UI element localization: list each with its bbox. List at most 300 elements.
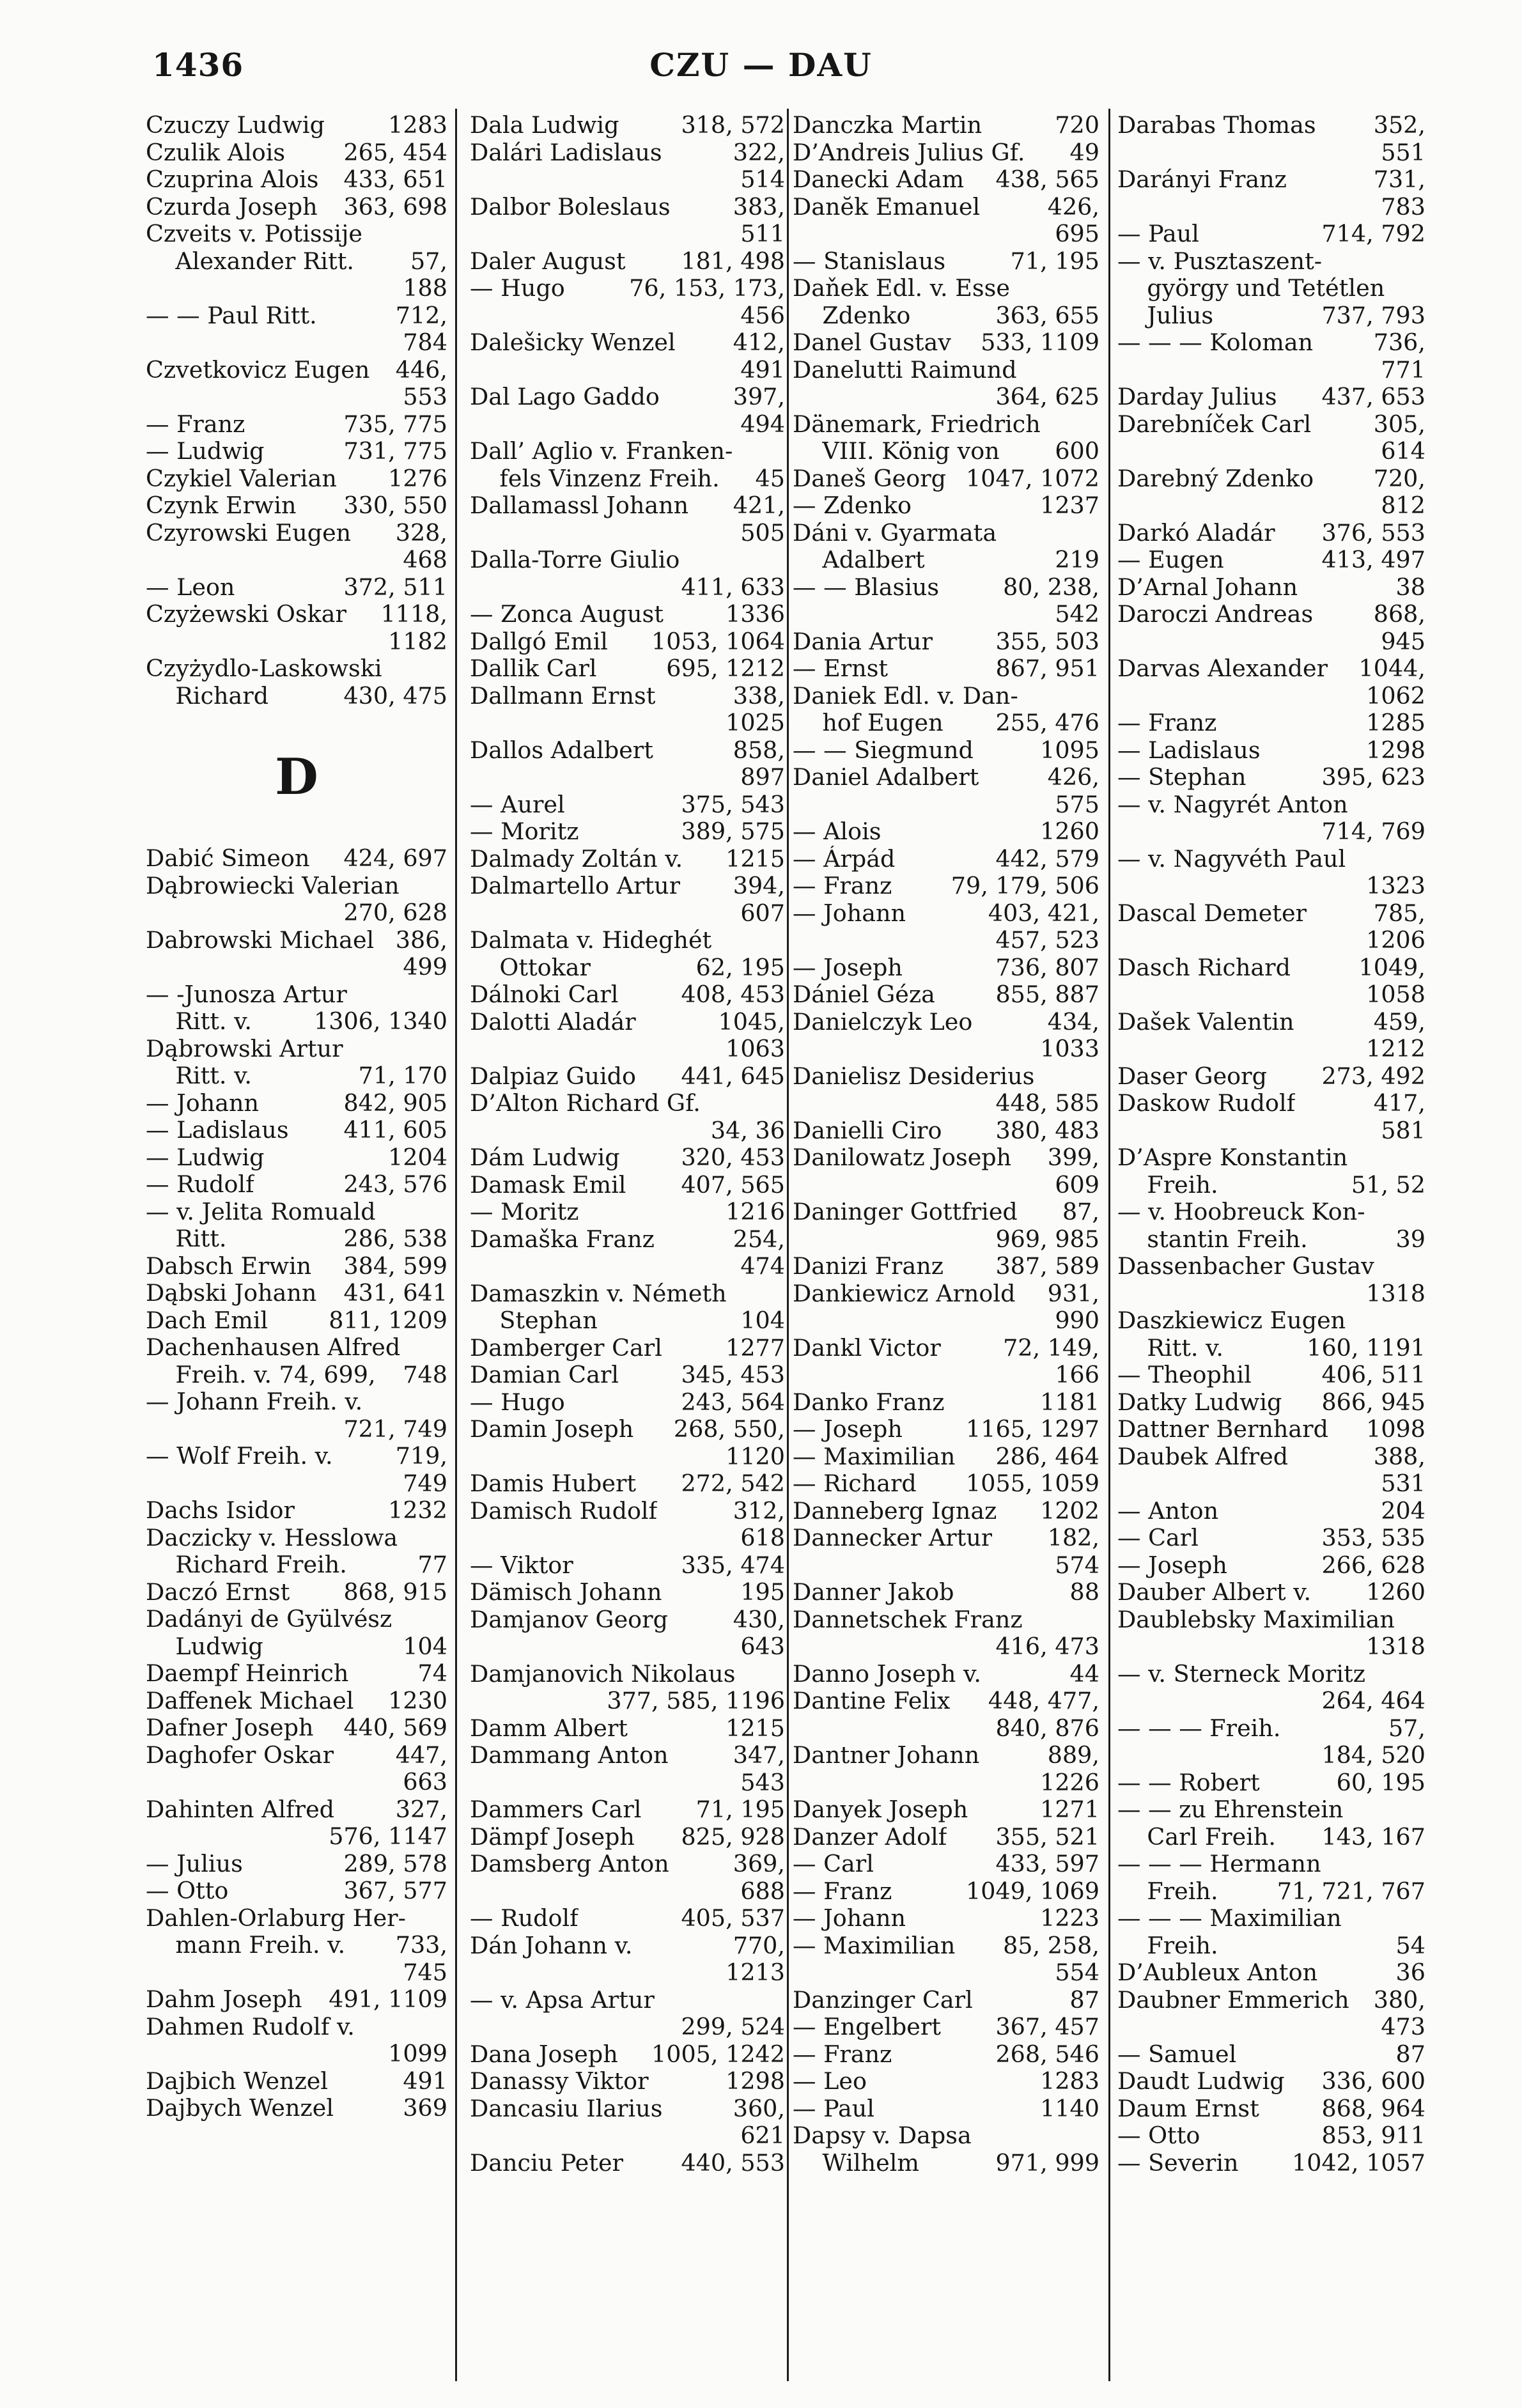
index-entry [1117, 248, 1425, 276]
entry-name: — Johann Freih. v. [146, 1388, 363, 1415]
page-references: 491, 1109 [329, 1986, 447, 2013]
page-references: 614 [1381, 438, 1425, 465]
index-entry [146, 873, 447, 900]
page-references: 491 [740, 356, 785, 384]
index-entry [470, 1498, 785, 1525]
index-entry [146, 1090, 447, 1117]
index-entry [470, 818, 785, 846]
page-references: 442, 579 [995, 845, 1099, 873]
entry-name: — v. Nagyvéth Paul [1117, 845, 1346, 873]
page-references: 695, 1212 [666, 655, 785, 682]
entry-name: — Viktor [470, 1551, 573, 1579]
index-entry-continuation [793, 927, 1099, 954]
index-entry [470, 194, 785, 221]
page-references: 338, [733, 682, 785, 710]
index-entry [146, 1905, 447, 1932]
index-entry [1117, 1226, 1425, 1254]
entry-name: — v. Sterneck Moritz [1117, 1660, 1365, 1688]
index-entry [793, 2068, 1099, 2095]
page-references: 574 [1055, 1551, 1099, 1579]
index-entry [470, 1362, 785, 1389]
index-entry-continuation [1117, 139, 1425, 167]
page-references: 448, 585 [995, 1090, 1099, 1117]
page-references: 468 [403, 547, 447, 573]
page-references: 1033 [1040, 1036, 1099, 1062]
entry-name: — Joseph [793, 954, 903, 981]
entry-name: — v. Hoobreuck Kon- [1117, 1199, 1365, 1225]
page-references: 383, [733, 193, 785, 221]
page-references: 554 [1055, 1959, 1099, 1986]
entry-name: Dania Artur [793, 628, 933, 655]
index-entry [470, 981, 785, 1009]
page-references: 76, 153, 173, [629, 275, 785, 302]
entry-name: — Zdenko [793, 492, 912, 519]
entry-name: Danizi Franz [793, 1253, 943, 1280]
page-references: 733, [395, 1932, 447, 1959]
index-entry [470, 465, 785, 493]
page-references: 1283 [388, 112, 447, 139]
entry-name: Darányi Franz [1117, 166, 1287, 193]
entry-name: Danel Gustav [793, 329, 951, 356]
page-references: 575 [1055, 791, 1099, 818]
entry-name: — Franz [793, 2040, 892, 2068]
entry-name: — Joseph [793, 1416, 903, 1443]
entry-name: Damis Hubert [470, 1470, 637, 1497]
page-references: 372, 511 [343, 573, 447, 601]
entry-name: Dalotti Aladár [470, 1008, 636, 1036]
index-entry [470, 1416, 785, 1443]
index-entry-continuation [1117, 492, 1425, 520]
entry-name: Dahm Joseph [146, 1986, 302, 2013]
index-entry [793, 1796, 1099, 1824]
page-references: 431, 641 [343, 1280, 447, 1307]
index-entry [1117, 1253, 1425, 1280]
index-entry [470, 1552, 785, 1580]
index-entry-continuation [470, 1253, 785, 1280]
entry-name: Czvetkovicz Eugen [146, 356, 370, 384]
page-references: 380, 483 [995, 1117, 1099, 1144]
index-entry [146, 1036, 447, 1063]
index-entry [146, 1253, 447, 1280]
entry-name: — — — Freih. [1117, 1714, 1281, 1742]
index-entry [470, 492, 785, 520]
entry-name: — Johann [793, 899, 906, 927]
entry-name: D’Alton Richard Gf. [470, 1090, 701, 1117]
page-references: 265, 454 [343, 139, 447, 166]
index-entry-continuation [793, 1552, 1099, 1580]
entry-name: — Anton [1117, 1497, 1219, 1525]
page-references: 39 [1395, 1225, 1425, 1253]
entry-name: Danĕk Emanuel [793, 193, 981, 221]
page-references: 533, 1109 [981, 329, 1099, 356]
entry-name: — Árpád [793, 845, 896, 873]
entry-name: Ottokar [470, 954, 591, 981]
page-references: 421, [733, 492, 785, 519]
entry-name: Dach Emil [146, 1307, 268, 1334]
entry-name: — — — Koloman [1117, 329, 1314, 356]
page-references: 1298 [726, 2068, 785, 2095]
index-entry-continuation [1117, 628, 1425, 656]
page-references: 1230 [388, 1687, 447, 1714]
entry-name: — v. Pusztaszent- [1117, 247, 1323, 275]
entry-name: — Franz [793, 873, 892, 899]
index-entry [1117, 601, 1425, 628]
page-references: 403, 421, [988, 899, 1099, 927]
entry-name: Ritt. v. [146, 1062, 252, 1089]
page-references: 1323 [1366, 873, 1425, 899]
page-references: 1285 [1366, 710, 1425, 736]
entry-name: Damaszkin v. Németh [470, 1280, 727, 1307]
page-references: 867, 951 [995, 655, 1099, 682]
page-references: 375, 543 [681, 791, 785, 818]
page-references: 388, [1373, 1443, 1425, 1470]
page-references: 1318 [1366, 1633, 1425, 1660]
index-entry [793, 1606, 1099, 1634]
index-entry [470, 1851, 785, 1878]
entry-name: — Rudolf [146, 1171, 254, 1198]
entry-name: Dankiewicz Arnold [793, 1280, 1016, 1307]
index-entry-continuation [146, 1416, 447, 1443]
entry-name: — -Junosza Artur [146, 981, 347, 1008]
entry-name: Damaška Franz [470, 1225, 655, 1253]
entry-name: Dassenbacher Gustav [1117, 1253, 1374, 1280]
page-references: 360, [733, 2095, 785, 2122]
entry-name: Dallik Carl [470, 655, 597, 682]
entry-name: Dala Ludwig [470, 112, 619, 139]
index-entry [470, 1280, 785, 1308]
entry-name: Darebníček Carl [1117, 410, 1312, 438]
index-entry [470, 655, 785, 683]
entry-name: Dantine Felix [793, 1688, 951, 1714]
page-references: 424, 697 [343, 845, 447, 872]
index-entry [1117, 1715, 1425, 1743]
page-references: 473 [1381, 2014, 1425, 2040]
page-references: 712, [395, 302, 447, 329]
index-entry [146, 1497, 447, 1525]
entry-name: — Richard [793, 1470, 917, 1497]
page-references: 347, [733, 1742, 785, 1769]
page-references: 51, 52 [1351, 1171, 1425, 1199]
entry-name: Damisch Rudolf [470, 1497, 658, 1525]
entry-name: — Paul [1117, 221, 1199, 247]
column-rule [1108, 109, 1110, 2381]
entry-name: Richard Freih. [146, 1551, 347, 1578]
entry-name: D’Andreis Julius Gf. [793, 139, 1025, 166]
entry-name: Danielisz Desiderius [793, 1062, 1035, 1090]
index-entry [1117, 329, 1425, 357]
entry-name: — Joseph [1117, 1551, 1227, 1579]
page-references: 273, 492 [1321, 1062, 1425, 1090]
entry-name: Daghofer Oskar [146, 1741, 334, 1769]
index-entry [470, 1144, 785, 1172]
entry-name: Dachs Isidor [146, 1497, 295, 1524]
index-entry [470, 601, 785, 628]
page-references: 784 [403, 329, 447, 356]
page-references: 407, 565 [681, 1171, 785, 1199]
index-entry-continuation [793, 1715, 1099, 1743]
page-references: 990 [1055, 1307, 1099, 1334]
index-entry [146, 981, 447, 1009]
entry-name: Dafner Joseph [146, 1714, 314, 1741]
entry-name: Dal Lago Gaddo [470, 384, 660, 410]
page-references: 72, 149, [1003, 1334, 1099, 1362]
page-references: 1182 [388, 628, 447, 655]
index-entry [146, 1362, 447, 1389]
page-references: 87 [1069, 1986, 1099, 2014]
entry-name: — Paul [793, 2095, 874, 2122]
entry-name: Darday Julius [1117, 384, 1277, 410]
entry-name: Daskow Rudolf [1117, 1090, 1296, 1117]
index-entry-continuation [793, 384, 1099, 411]
index-entry [470, 112, 785, 139]
page-references: 380, [1373, 1986, 1425, 2014]
entry-name: — Samuel [1117, 2040, 1237, 2068]
index-column-1 [146, 112, 447, 2378]
page-references: 1165, 1297 [966, 1416, 1099, 1443]
entry-name: Danyek Joseph [793, 1796, 968, 1823]
page-references: 416, 473 [995, 1633, 1099, 1660]
page-references: 731, 775 [343, 438, 447, 465]
page-references: 411, 605 [343, 1117, 447, 1144]
index-entry [793, 1335, 1099, 1362]
index-entry [146, 1171, 447, 1199]
column-rule [455, 109, 457, 2381]
page-references: 1212 [1366, 1036, 1425, 1062]
index-entry-continuation [1117, 981, 1425, 1009]
index-entry-continuation [1117, 2014, 1425, 2041]
index-entry [146, 1280, 447, 1307]
page-references: 143, 167 [1321, 1823, 1425, 1851]
page-references: 600 [1055, 438, 1099, 465]
page-references: 330, 550 [343, 492, 447, 519]
index-entry [793, 1579, 1099, 1606]
index-entry-continuation [146, 2040, 447, 2068]
page-references: 430, 475 [343, 682, 447, 710]
index-entry [793, 1389, 1099, 1417]
index-entry [470, 1715, 785, 1743]
page-references: 182, [1047, 1525, 1099, 1551]
entry-name: Daneš Georg [793, 465, 947, 492]
page-references: 1045, [718, 1008, 785, 1036]
entry-name: Dalmady Zoltán v. [470, 845, 683, 873]
entry-name: Dáni v. Gyarmata [793, 519, 997, 547]
page-references: 363, 698 [343, 193, 447, 221]
entry-name: Datky Ludwig [1117, 1388, 1282, 1416]
entry-name: — Moritz [470, 818, 579, 845]
index-entry-continuation [793, 1769, 1099, 1797]
page-references: 268, 546 [995, 2040, 1099, 2068]
entry-name: hof Eugen [793, 710, 943, 736]
entry-name: Daczó Ernst [146, 1578, 290, 1606]
index-entry-continuation [1117, 873, 1425, 900]
index-entry [793, 954, 1099, 982]
page-references: 71, 195 [1010, 247, 1099, 275]
page-references: 57, [410, 247, 447, 275]
page-references: 783 [1381, 193, 1425, 221]
entry-name: Danczka Martin [793, 112, 982, 139]
entry-name: — Stephan [1117, 764, 1246, 791]
entry-name: Danzer Adolf [793, 1823, 947, 1851]
page-references: 104 [740, 1307, 785, 1334]
index-entry [793, 1878, 1099, 1906]
column-rule [787, 109, 789, 2381]
page-references: 74 [417, 1660, 447, 1687]
entry-name: Damsberg Anton [470, 1851, 669, 1877]
page-references: 1005, 1242 [651, 2040, 785, 2068]
index-entry [1117, 710, 1425, 737]
entry-name: Dammang Anton [470, 1742, 669, 1769]
entry-name: Freih. [1117, 1171, 1218, 1199]
entry-name: Daniel Adalbert [793, 764, 979, 791]
entry-name: Dämpf Joseph [470, 1823, 635, 1851]
index-entry [1117, 1199, 1425, 1226]
index-entry [1117, 1959, 1425, 1987]
index-entry [146, 357, 447, 384]
entry-name: — Julius [146, 1850, 243, 1877]
page-references: 255, 476 [995, 710, 1099, 736]
page-references: 312, [733, 1497, 785, 1525]
page-references: 1215 [726, 1714, 785, 1742]
page-references: 318, 572 [681, 112, 785, 139]
entry-name: stantin Freih. [1117, 1225, 1308, 1253]
page-references: 1049, 1069 [966, 1877, 1099, 1905]
index-entry [146, 139, 447, 167]
index-entry [146, 1986, 447, 2014]
entry-name: — Johann [793, 1905, 906, 1932]
entry-name: Czuczy Ludwig [146, 112, 325, 139]
index-entry [146, 1714, 447, 1742]
page-references: 305, [1373, 410, 1425, 438]
index-entry [1117, 1824, 1425, 1851]
index-entry [793, 1824, 1099, 1851]
page-references: 1120 [726, 1443, 785, 1470]
index-entry [793, 139, 1099, 167]
index-entry [793, 1443, 1099, 1471]
index-entry [146, 438, 447, 465]
page-references: 1140 [1040, 2095, 1099, 2122]
page-references: 204 [1381, 1497, 1425, 1525]
page-references: 85, 258, [1003, 1932, 1099, 1959]
page-references: 386, [395, 926, 447, 954]
index-entry-continuation [793, 1172, 1099, 1199]
index-entry [1117, 1661, 1425, 1688]
index-entry-continuation [146, 275, 447, 302]
index-entry [470, 2095, 785, 2123]
index-entry [793, 1525, 1099, 1552]
index-entry-continuation [1117, 818, 1425, 846]
page-references: 1306, 1340 [314, 1008, 447, 1035]
page-references: 842, 905 [343, 1089, 447, 1117]
entry-name: Dänemark, Friedrich [793, 410, 1041, 438]
index-entry-continuation [793, 221, 1099, 248]
entry-name: — — zu Ehrenstein [1117, 1796, 1344, 1823]
index-entry [146, 166, 447, 194]
index-entry [146, 1742, 447, 1769]
index-entry [793, 2122, 1099, 2150]
index-entry [1117, 655, 1425, 683]
page-references: 551 [1381, 139, 1425, 166]
index-entry [1117, 520, 1425, 547]
page-references: 36 [1395, 1959, 1425, 1986]
index-entry [793, 1416, 1099, 1443]
page-references: 434, [1047, 1008, 1099, 1036]
index-entry [146, 248, 447, 276]
index-entry [793, 683, 1099, 710]
index-entry-continuation [470, 166, 785, 194]
index-entry-continuation [793, 601, 1099, 628]
index-entry-continuation [793, 791, 1099, 819]
page-references: 181, 498 [681, 247, 785, 275]
index-entry [793, 1009, 1099, 1036]
page-references: 785, [1373, 899, 1425, 927]
index-entry-continuation [470, 1878, 785, 1906]
index-entry-continuation [1117, 1633, 1425, 1661]
index-entry-continuation [470, 221, 785, 248]
page-references: 433, 597 [995, 1851, 1099, 1877]
entry-name: Czyrowski Eugen [146, 519, 352, 547]
entry-name: Darkó Aladár [1117, 519, 1275, 547]
index-entry [146, 655, 447, 683]
index-entry-continuation [1117, 1742, 1425, 1769]
entry-name: Dąbski Johann [146, 1280, 317, 1307]
entry-name: Danielczyk Leo [793, 1008, 973, 1036]
page-references: 770, [733, 1932, 785, 1959]
page-references: 553 [403, 384, 447, 410]
entry-name: — Otto [1117, 2122, 1200, 2149]
index-entry [470, 1742, 785, 1769]
index-entry [793, 818, 1099, 846]
entry-name: Dallamassl Johann [470, 492, 689, 519]
entry-name: Dascal Demeter [1117, 899, 1307, 927]
index-entry [793, 2095, 1099, 2123]
index-entry [1117, 846, 1425, 873]
page-references: 49 [1069, 139, 1099, 166]
index-entry [1117, 465, 1425, 493]
page-references: 367, 577 [343, 1877, 447, 1904]
page-references: 868, [1373, 601, 1425, 628]
page-references: 812 [1381, 492, 1425, 519]
index-entry [793, 438, 1099, 465]
page-references: 71, 721, 767 [1277, 1877, 1425, 1905]
index-entry [793, 873, 1099, 900]
index-entry [1117, 1172, 1425, 1199]
entry-name: Daczicky v. Hesslowa [146, 1524, 398, 1551]
entry-name: Daffenek Michael [146, 1687, 354, 1714]
index-entry [146, 1388, 447, 1416]
index-entry [470, 1389, 785, 1417]
page-references: 417, [1373, 1090, 1425, 1117]
page-references: 268, 550, [673, 1416, 785, 1443]
entry-name: — Hugo [470, 275, 565, 302]
page-references: 737, 793 [1321, 302, 1425, 329]
index-entry [146, 194, 447, 221]
entry-name: Dalešicky Wenzel [470, 329, 676, 356]
index-entry-continuation [1117, 194, 1425, 221]
page-references: 607 [740, 899, 785, 927]
page-references: 60, 195 [1336, 1769, 1425, 1796]
index-entry [146, 221, 447, 248]
entry-name: Darebný Zdenko [1117, 465, 1314, 492]
entry-name: Danelutti Raimund [793, 356, 1017, 384]
page-references: 1215 [726, 845, 785, 873]
index-entry [146, 601, 447, 628]
entry-name: Danneberg Ignaz [793, 1497, 997, 1525]
index-entry [793, 655, 1099, 683]
index-entry [146, 1796, 447, 1824]
page-references: 394, [733, 873, 785, 899]
index-entry-continuation [470, 520, 785, 547]
index-entry [146, 1144, 447, 1172]
